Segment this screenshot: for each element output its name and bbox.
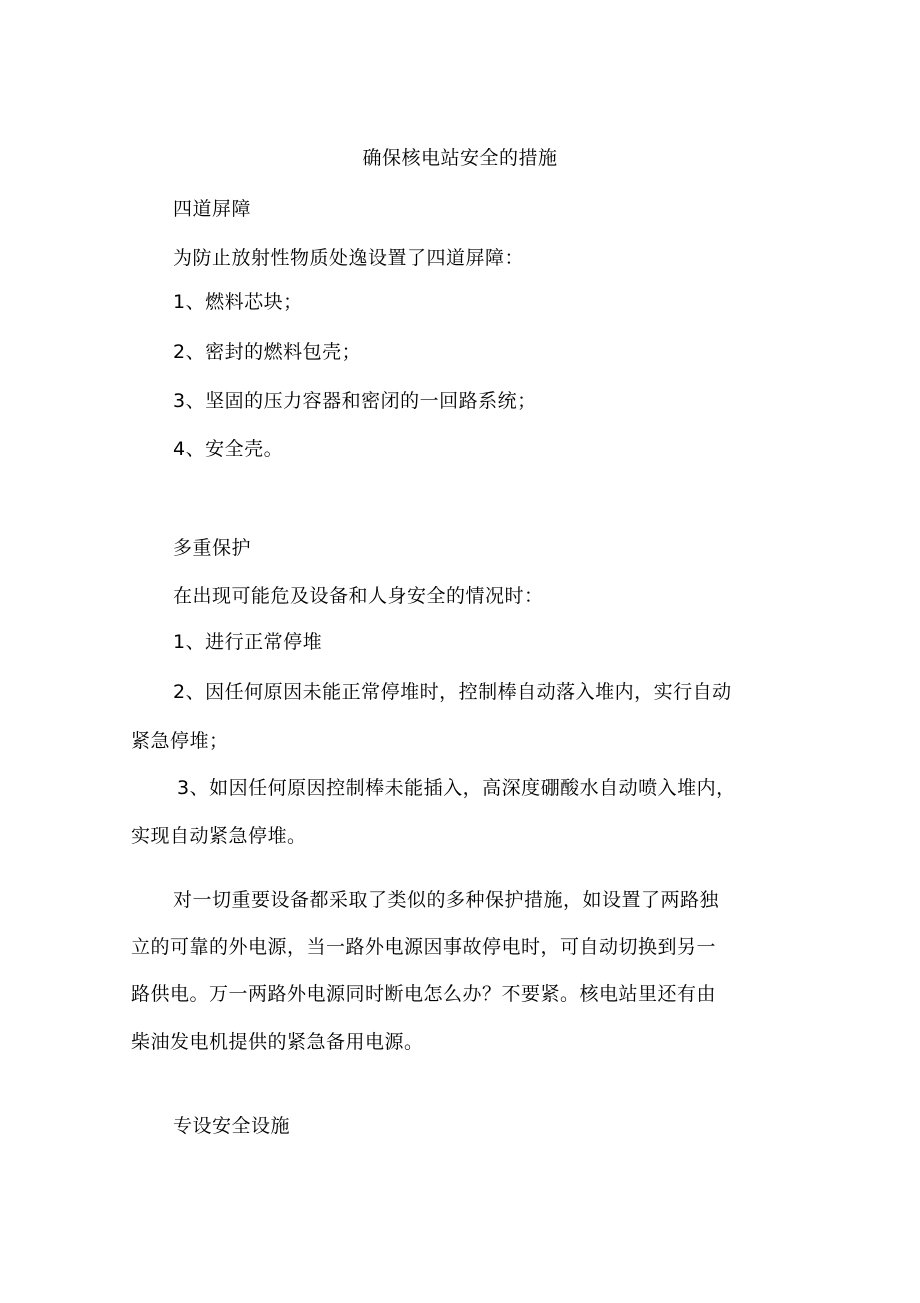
power-paragraph-line-4: 柴油发电机提供的紧急备用电源。 [131,1031,424,1053]
protection-intro: 在出现可能危及设备和人身安全的情况时： [173,585,544,607]
power-paragraph-line-3: 路供电。万一两路外电源同时断电怎么办？不要紧。核电站里还有由 [131,983,717,1005]
power-paragraph-line-2: 立的可靠的外电源，当一路外电源因事故停电时，可自动切换到另一 [131,936,717,958]
section-heading-protection: 多重保护 [173,537,252,559]
section-heading-barriers: 四道屏障 [173,198,252,220]
section-heading-facilities: 专设安全设施 [173,1115,291,1137]
protection-item-2-line-2: 紧急停堆； [131,730,229,752]
protection-item-1: 1、进行正常停堆 [173,631,323,653]
page-title: 确保核电站安全的措施 [362,147,558,169]
barrier-item-2: 2、密封的燃料包壳； [173,341,362,363]
protection-item-2-line-1: 2、因任何原因未能正常停堆时，控制棒自动落入堆内，实行自动 [173,681,732,703]
protection-item-3-line-2: 实现自动紧急停堆。 [131,825,307,847]
barriers-intro: 为防止放射性物质处逸设置了四道屏障： [173,247,525,269]
protection-item-3-line-1: 3、如因任何原因控制棒未能插入，高深度硼酸水自动喷入堆内， [177,777,736,799]
barrier-item-3: 3、坚固的压力容器和密闭的一回路系统； [173,390,537,412]
barrier-item-1: 1、燃料芯块； [173,291,303,313]
power-paragraph-line-1: 对一切重要设备都采取了类似的多种保护措施，如设置了两路独 [173,889,720,911]
barrier-item-4: 4、安全壳。 [173,438,284,460]
